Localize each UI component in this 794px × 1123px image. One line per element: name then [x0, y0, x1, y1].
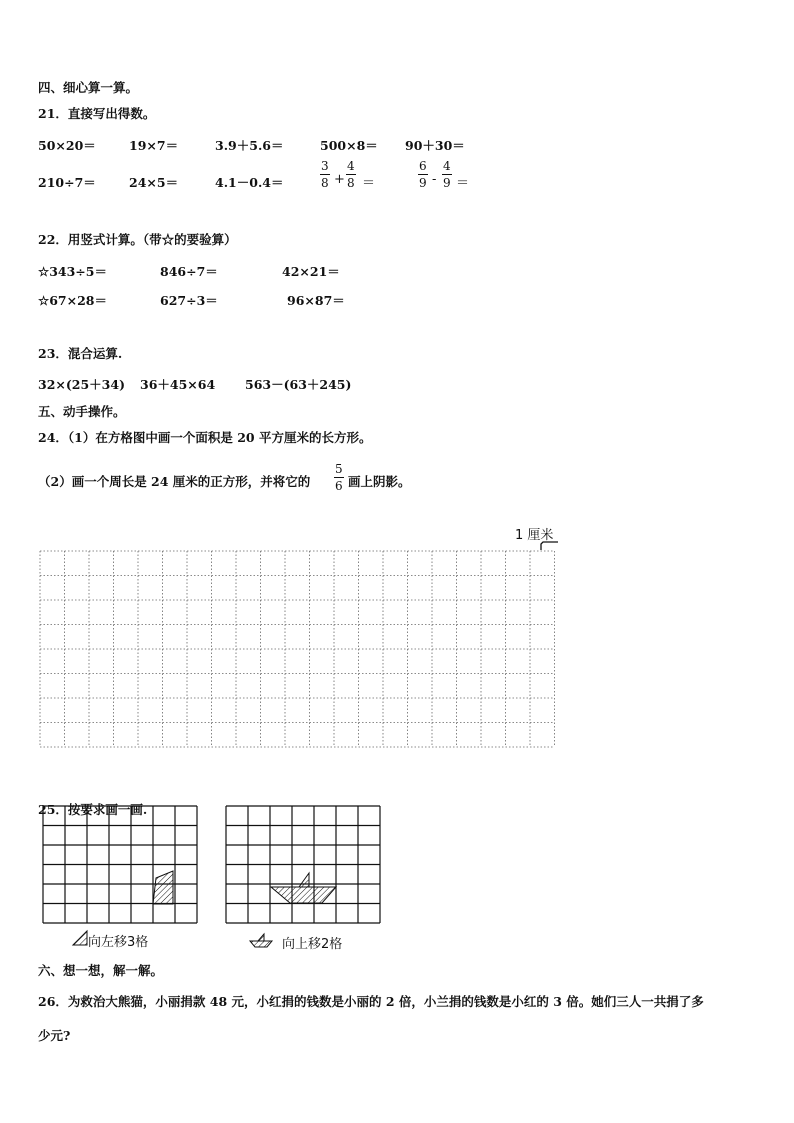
q21-item: 500×8＝	[320, 138, 378, 153]
boat-sail-icon	[258, 934, 264, 941]
section-6-title: 六、想一想，解一解。	[38, 963, 164, 978]
q22-title: 22．用竖式计算。（带☆的要验算）	[38, 232, 237, 247]
left-instruction: 向左移3格	[88, 935, 149, 950]
section-5-title: 五、动手操作。	[38, 404, 126, 419]
q22-item: 627÷3＝	[160, 293, 218, 308]
q22-item: ☆67×28＝	[38, 293, 107, 308]
q21-title: 21．直接写出得数。	[38, 106, 156, 121]
q22-item: 96×87＝	[287, 293, 345, 308]
numerator: 4	[443, 159, 451, 173]
q21-item: 3.9＋5.6＝	[215, 138, 284, 153]
q26-line2: 少元?	[38, 1028, 71, 1043]
unit-label: 1 厘米	[515, 528, 554, 543]
fraction	[334, 463, 344, 492]
q23-title: 23．混合运算.	[38, 346, 123, 361]
q22-item: ☆343÷5＝	[38, 264, 107, 279]
equals: ＝	[456, 176, 470, 191]
flag-icon	[73, 931, 87, 945]
boat-sail-shape	[299, 873, 309, 887]
denominator: 8	[347, 176, 355, 190]
q21-item: 210÷7＝	[38, 175, 96, 190]
numerator: 6	[419, 159, 427, 173]
fraction	[418, 160, 428, 189]
q21-item: 24×5＝	[129, 175, 179, 190]
boat-icon	[250, 941, 272, 947]
fraction	[320, 160, 330, 189]
q24-part1: 24．（1）在方格图中画一个面积是 20 平方厘米的长方形。	[38, 430, 372, 445]
fraction	[442, 160, 452, 189]
q26-line1: 26．为救治大熊猫，小丽捐款 48 元，小红捐的钱数是小丽的 2 倍，小兰捐的钱数是小红的 3 倍。她们三人一共捐了多	[38, 994, 704, 1009]
boat-shape	[271, 887, 336, 903]
numerator: 5	[335, 462, 343, 476]
q21-item: 50×20＝	[38, 138, 96, 153]
q25-title: 25．按要求画一画.	[38, 802, 148, 817]
denominator: 9	[419, 176, 427, 190]
operator: -	[432, 172, 437, 187]
q22-item: 846÷7＝	[160, 264, 218, 279]
q21-item: 90＋30＝	[405, 138, 465, 153]
q24-part2-prefix: （2）画一个周长是 24 厘米的正方形，并将它的	[38, 474, 311, 489]
numerator: 4	[347, 159, 355, 173]
right-instruction: 向上移2格	[282, 937, 343, 952]
section-4-title: 四、细心算一算。	[38, 80, 139, 95]
dotted-grid	[38, 538, 558, 752]
denominator: 9	[443, 176, 451, 190]
q24-part2-suffix: 画上阴影。	[348, 474, 411, 489]
fraction	[346, 160, 356, 189]
operator: +	[334, 172, 345, 187]
q22-item: 42×21＝	[282, 264, 340, 279]
unit-brace	[541, 540, 558, 550]
q23-item: 36＋45×64	[140, 377, 216, 392]
numerator: 3	[321, 159, 329, 173]
denominator: 8	[321, 176, 329, 190]
q21-item: 19×7＝	[129, 138, 179, 153]
q21-item: 4.1－0.4＝	[215, 175, 284, 190]
q23-item: 563－(63＋245)	[245, 377, 352, 392]
q23-item: 32×(25＋34)	[38, 377, 125, 392]
equals: ＝	[362, 176, 376, 191]
flag-shape	[153, 871, 173, 904]
denominator: 6	[335, 479, 343, 493]
